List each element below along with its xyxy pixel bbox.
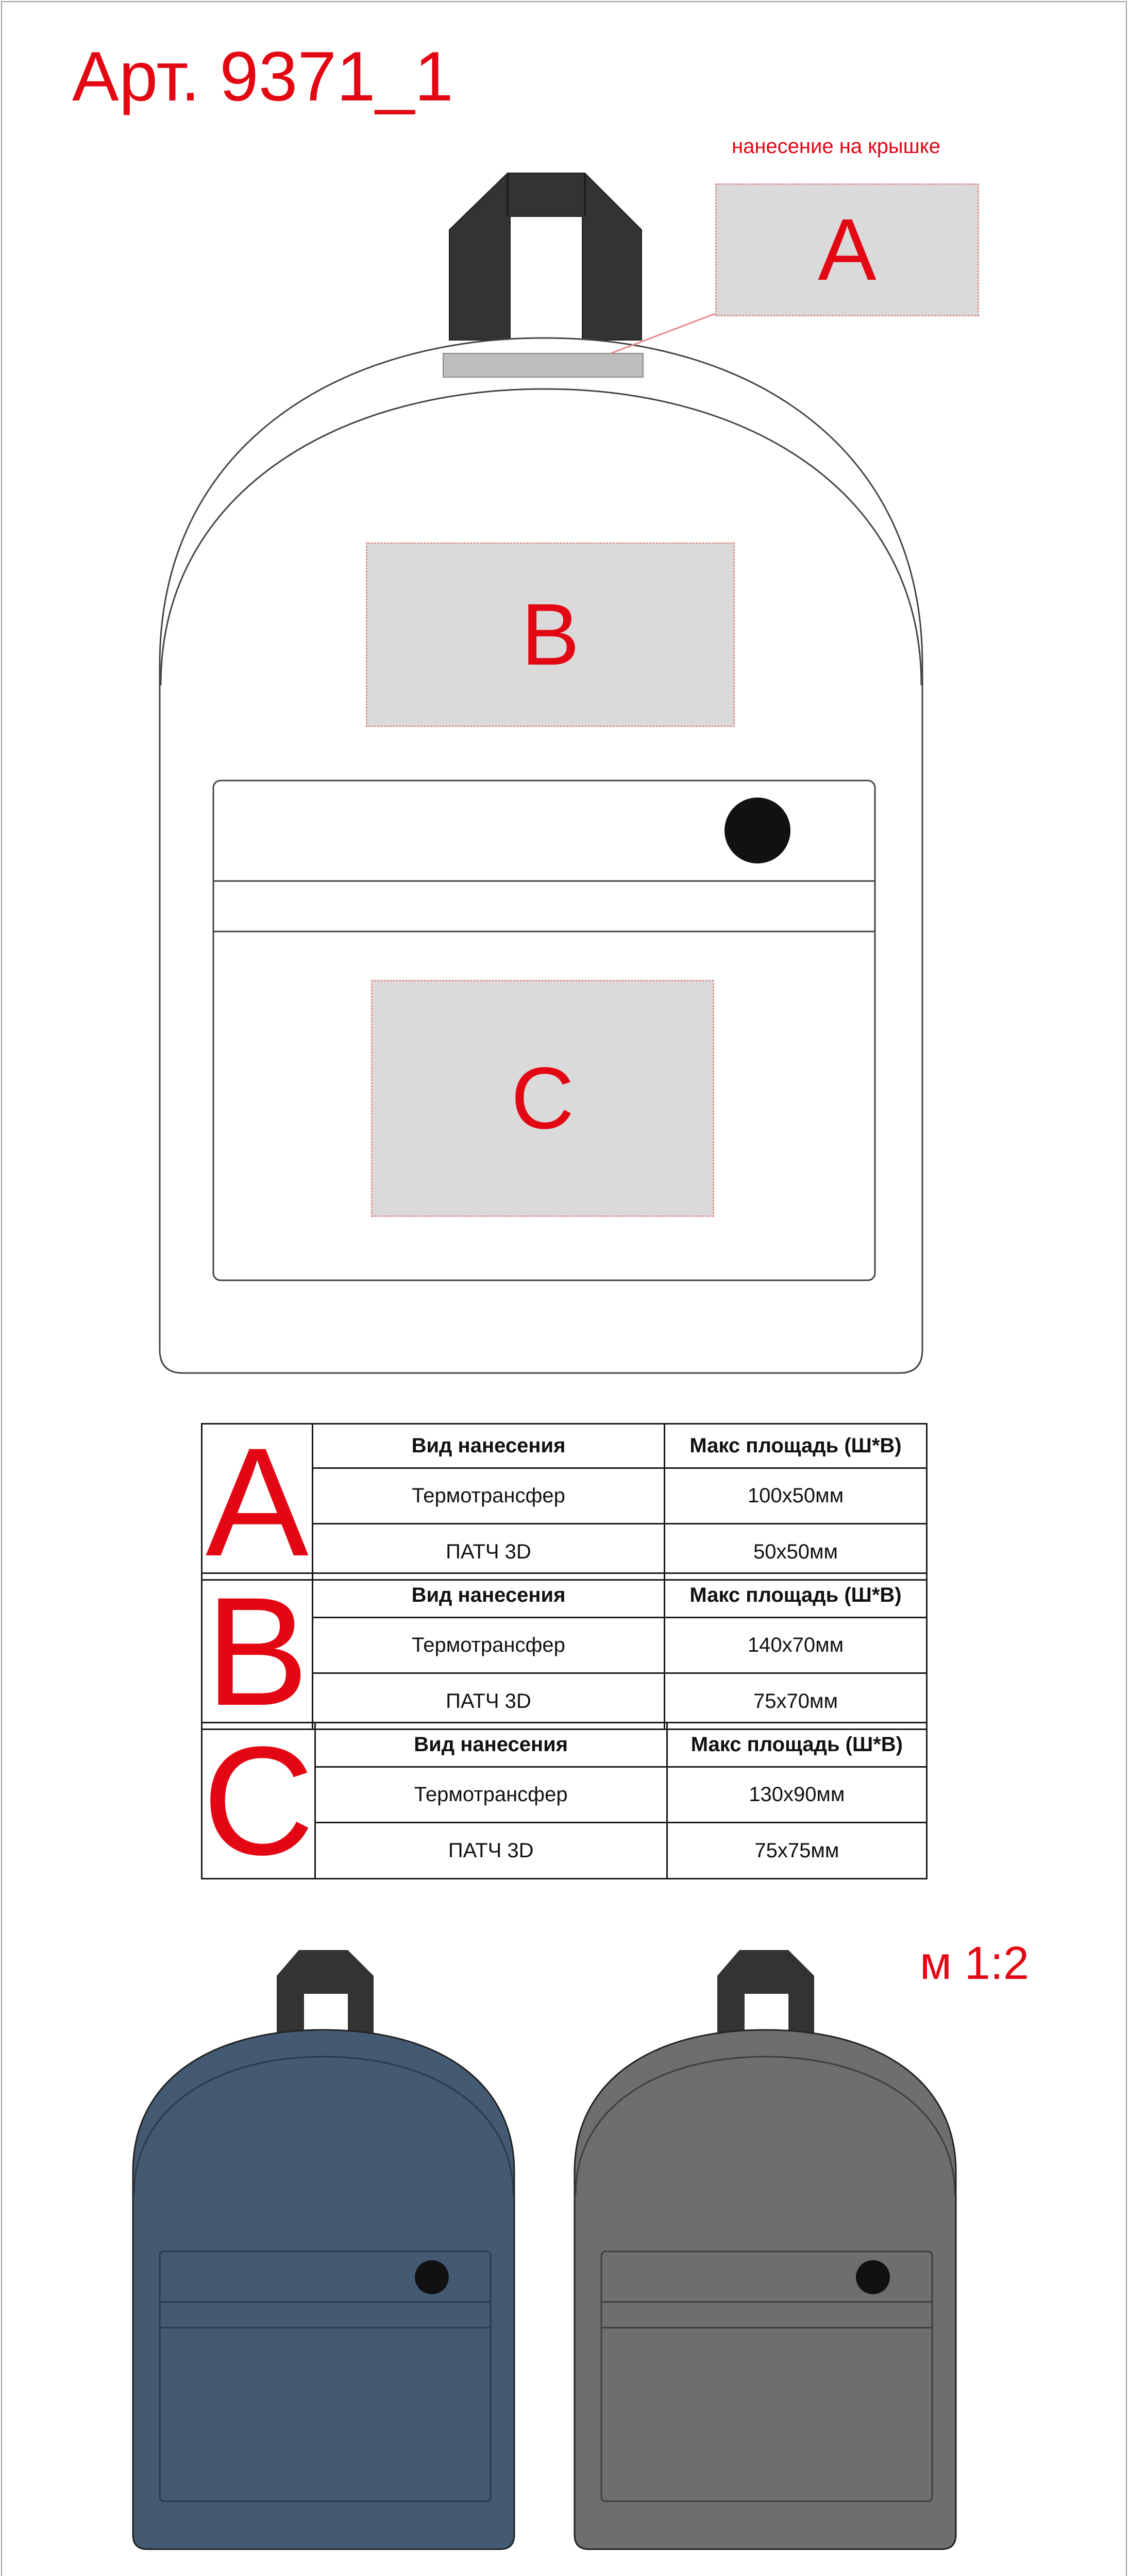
- header-area: Макс площадь (Ш*В): [667, 1723, 926, 1767]
- size-cell: 100x50мм: [665, 1468, 927, 1524]
- header-method: Вид нанесения: [313, 1573, 665, 1618]
- header-method: Вид нанесения: [313, 1424, 665, 1468]
- size-cell: 130x90мм: [667, 1767, 926, 1823]
- method-cell: Термотрансфер: [313, 1468, 665, 1524]
- spec-table-letter: A: [202, 1424, 313, 1580]
- zone-a-label: A: [818, 201, 877, 299]
- spec-table-letter: B: [202, 1573, 313, 1730]
- size-cell: 75x75мм: [667, 1823, 926, 1879]
- spec-table-letter: C: [203, 1714, 314, 1887]
- article-title: Арт. 9371_1: [72, 37, 453, 115]
- zone-c-label: C: [511, 1049, 575, 1147]
- method-cell: Термотрансфер: [313, 1617, 665, 1673]
- snap-button-icon: [724, 798, 790, 863]
- scale-label: м 1:2: [920, 1938, 1029, 1989]
- header-area: Макс площадь (Ш*В): [665, 1424, 927, 1468]
- zone-b-label: B: [521, 586, 580, 684]
- method-cell: ПАТЧ 3D: [313, 1524, 665, 1580]
- size-cell: 50x50мм: [665, 1524, 927, 1580]
- spec-table-a: [201, 1415, 928, 1588]
- header-method: Вид нанесения: [315, 1723, 667, 1767]
- method-cell: Термотрансфер: [315, 1767, 667, 1823]
- handle-icon: [449, 173, 642, 340]
- method-cell: ПАТЧ 3D: [313, 1673, 665, 1730]
- spec-table-b: [201, 1565, 928, 1738]
- cap-print-note: нанесение на крышке: [732, 135, 940, 158]
- print-zone-a: [715, 183, 979, 316]
- print-zone-c: [371, 980, 714, 1217]
- cap-label-strip: [443, 353, 643, 377]
- size-cell: 75x70мм: [665, 1673, 927, 1730]
- size-cell: 140x70мм: [665, 1617, 927, 1673]
- header-area: Макс площадь (Ш*В): [665, 1573, 927, 1618]
- print-zone-b: [366, 543, 735, 727]
- method-cell: ПАТЧ 3D: [315, 1823, 667, 1879]
- spec-table-c: [201, 1714, 928, 1887]
